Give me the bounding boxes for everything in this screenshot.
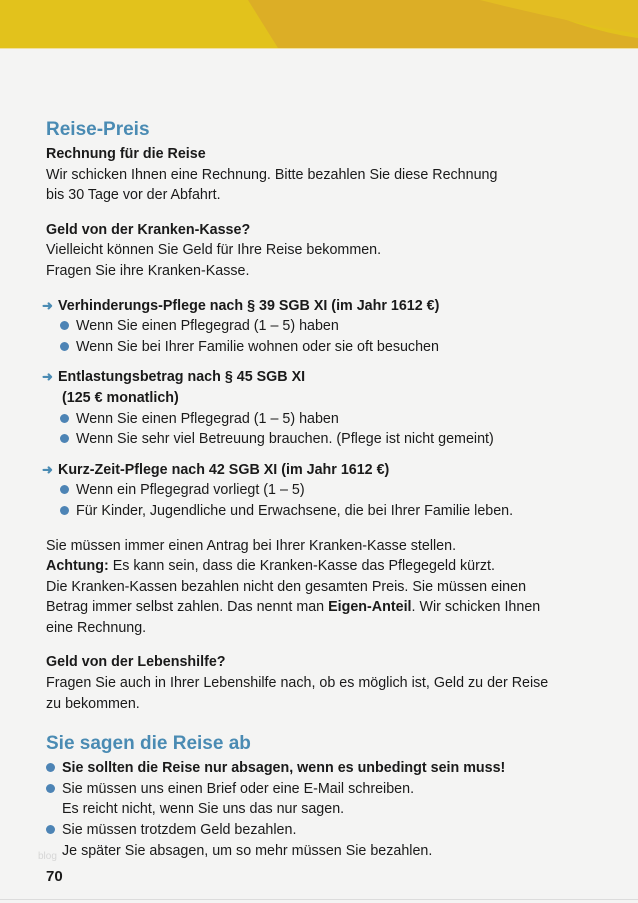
- application-text: Sie müssen immer einen Antrag bei Ihrer Kranken-Kasse stellen.: [46, 537, 457, 554]
- page-content: [42, 118, 606, 861]
- eigen-anteil-term: Eigen-Anteil: [328, 599, 412, 616]
- bullet-dot-icon: [60, 414, 69, 423]
- health-insurance-text: Vielleicht können Sie Geld für Ihre Reise bekommen.: [46, 242, 382, 259]
- section-title-absage: Sie sagen die Reise ab: [46, 733, 251, 755]
- cancel-item: Sie müssen trotzdem Geld bezahlen.: [62, 822, 297, 839]
- bullet-dot-icon: [60, 506, 69, 515]
- benefit-bullet: Wenn Sie sehr viel Betreuung brauchen. (Pflege ist nicht gemeint): [76, 431, 494, 448]
- application-text: eine Rechnung.: [46, 619, 147, 636]
- arrow-right-icon: ➜: [42, 369, 53, 385]
- lebenshilfe-heading: Geld von der Lebenshilfe?: [46, 654, 226, 671]
- cancel-item-detail: Es reicht nicht, wenn Sie uns das nur sagen.: [62, 801, 345, 818]
- cancel-item-detail: Je später Sie absagen, um so mehr müssen Sie bezahlen.: [62, 842, 433, 859]
- divider: [0, 899, 638, 900]
- bullet-dot-icon: [46, 763, 55, 772]
- cancel-item: Sie müssen uns einen Brief oder eine E-Mail schreiben.: [62, 780, 415, 797]
- warning-text: Achtung: Es kann sein, dass die Kranken-Kasse das Pflegegeld kürzt.: [46, 558, 495, 575]
- watermark: blog: [38, 851, 57, 862]
- arrow-right-icon: ➜: [42, 297, 53, 313]
- lebenshilfe-text: zu bekommen.: [46, 695, 140, 712]
- health-insurance-heading: Geld von der Kranken-Kasse?: [46, 221, 251, 238]
- invoice-text: Wir schicken Ihnen eine Rechnung. Bitte bezahlen Sie diese Rechnung: [46, 166, 498, 183]
- page-number: 70: [46, 868, 63, 885]
- invoice-text: bis 30 Tage vor der Abfahrt.: [46, 187, 221, 204]
- application-text: Die Kranken-Kassen bezahlen nicht den gesamten Preis. Sie müssen einen: [46, 578, 527, 595]
- benefit-bullet: Wenn ein Pflegegrad vorliegt (1 – 5): [76, 482, 305, 499]
- lebenshilfe-text: Fragen Sie auch in Ihrer Lebenshilfe nach, ob es möglich ist, Geld zu der Reise: [46, 675, 549, 692]
- bullet-dot-icon: [60, 485, 69, 494]
- benefit-block: [42, 460, 606, 522]
- benefit-bullet: Wenn Sie einen Pflegegrad (1 – 5) haben: [76, 318, 339, 335]
- health-insurance-text: Fragen Sie ihre Kranken-Kasse.: [46, 262, 250, 279]
- benefit-title: Entlastungsbetrag nach § 45 SGB XI: [58, 369, 306, 386]
- benefit-bullet: Wenn Sie einen Pflegegrad (1 – 5) haben: [76, 410, 339, 427]
- arrow-right-icon: ➜: [42, 461, 53, 477]
- benefit-bullet: Wenn Sie bei Ihrer Familie wohnen oder sie oft besuchen: [76, 338, 439, 355]
- bullet-dot-icon: [60, 434, 69, 443]
- bullet-dot-icon: [60, 321, 69, 330]
- benefit-title: Verhinderungs-Pflege nach § 39 SGB XI (im Jahr 1612 €): [58, 297, 440, 314]
- benefit-bullet: Für Kinder, Jugendliche und Erwachsene, die bei Ihrer Familie leben.: [76, 502, 514, 519]
- banner-shape-icon: [0, 0, 638, 48]
- bullet-dot-icon: [46, 825, 55, 834]
- invoice-heading: Rechnung für die Reise: [46, 146, 206, 162]
- bullet-dot-icon: [46, 784, 55, 793]
- warning-label: Achtung:: [46, 558, 109, 575]
- application-text: Betrag immer selbst zahlen. Das nennt man Eigen-Anteil. Wir schicken Ihnen: [46, 599, 541, 616]
- benefit-block: [42, 296, 606, 358]
- benefit-block: [42, 367, 606, 449]
- benefit-title: Kurz-Zeit-Pflege nach 42 SGB XI (im Jahr 1612 €): [58, 461, 390, 478]
- benefit-subtitle: (125 € monatlich): [62, 389, 179, 406]
- header-banner: [0, 0, 638, 49]
- cancel-item: Sie sollten die Reise nur absagen, wenn es unbedingt sein muss!: [62, 760, 506, 777]
- section-title-reise-preis: Reise-Preis: [46, 119, 150, 140]
- bullet-dot-icon: [60, 342, 69, 351]
